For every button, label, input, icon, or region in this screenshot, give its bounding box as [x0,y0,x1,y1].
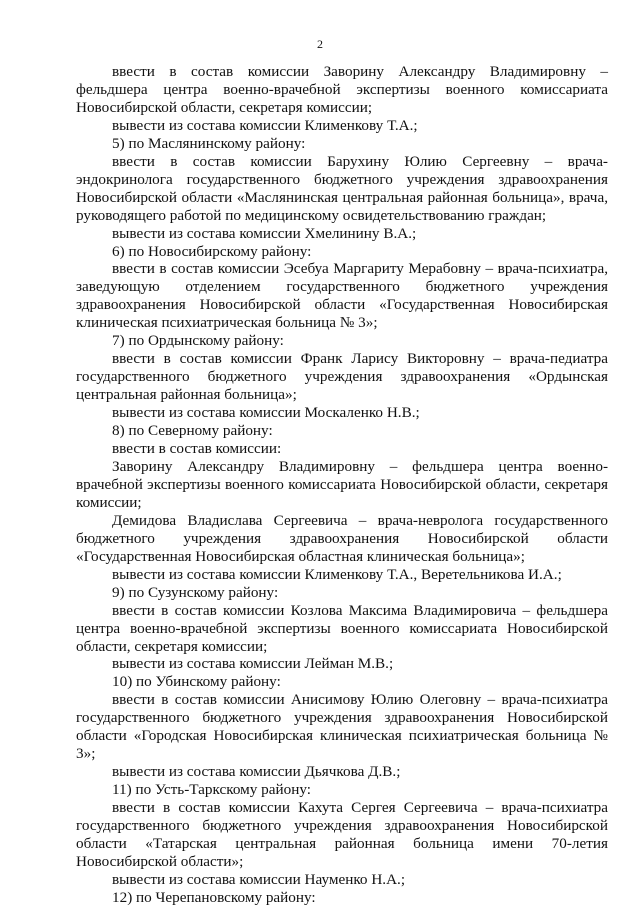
paragraph-4: ввести в состав комиссии Барухину Юлию Сергеевну – врача-эндокринолога государственного бюджетного учреждения здравоохранения Новосибирской области «Маслянинская центральная районная больница», врача, руководящего работой по медицинскому освидетельствованию граждан; [76,152,608,224]
paragraph-18: вывести из состава комиссии Лейман М.В.; [112,655,394,673]
paragraph-12: ввести в состав комиссии: [112,440,282,458]
paragraph-13: Заворину Александру Владимировну – фельдшера центра военно-врачебной экспертизы военного комиссариата Новосибирской области, секретаря комиссии; [76,457,608,511]
paragraph-10: вывести из состава комиссии Москаленко Н.В.; [112,404,420,422]
page-number: 2 [317,37,323,51]
paragraph-8: 7) по Ордынскому району: [112,332,284,350]
paragraph-20: ввести в состав комиссии Анисимову Юлию Олеговну – врача-психиатра государственного бюджетного учреждения здравоохранения Новосибирской области «Городская Новосибирская клиническая психиатрическая больница № 3»; [76,691,608,763]
paragraph-22: 11) по Усть-Таркскому району: [112,781,311,799]
paragraph-19: 10) по Убинскому району: [112,673,281,691]
paragraph-15: вывести из состава комиссии Клименкову Т.А., Веретельникова И.А.; [112,565,562,583]
paragraph-2: вывести из состава комиссии Клименкову Т.А.; [112,116,418,134]
paragraph-14: Демидова Владислава Сергеевича – врача-невролога государственного бюджетного учреждения здравоохранения Новосибирской области «Государственная Новосибирская областная клиническая больница»; [76,511,608,565]
paragraph-7: ввести в состав комиссии Эсебуа Маргариту Мерабовну – врача-психиатра, заведующую отделением государственного бюджетного учреждения здравоохранения Новосибирской области «Государственная Новосибирская клиническая психиатрическая больница № 3»; [76,260,608,332]
paragraph-25: 12) по Черепановскому району: [112,888,316,906]
paragraph-17: ввести в состав комиссии Козлова Максима Владимировича – фельдшера центра военно-врачебной экспертизы военного комиссариата Новосибирской области, секретаря комиссии; [76,601,608,655]
paragraph-11: 8) по Северному району: [112,422,273,440]
paragraph-23: ввести в состав комиссии Кахута Сергея Сергеевича – врача-психиатра государственного бюджетного учреждения здравоохранения Новосибирской области «Татарская центральная районная больница имени 70-летия Новосибирской области»; [76,799,608,870]
paragraph-1: ввести в состав комиссии Заворину Александру Владимировну – фельдшера центра военно-врачебной экспертизы военного комиссариата Новосибирской области, секретаря комиссии; [76,63,608,116]
document-body [76,63,608,907]
paragraph-16: 9) по Сузунскому району: [112,583,279,601]
paragraph-9: ввести в состав комиссии Франк Ларису Викторовну – врача-педиатра государственного бюджетного учреждения здравоохранения «Ордынская центральная районная больница»; [76,350,608,404]
paragraph-5: вывести из состава комиссии Хмелинину В.А.; [112,224,417,242]
paragraph-21: вывести из состава комиссии Дьячкова Д.В.; [112,763,401,781]
paragraph-6: 6) по Новосибирскому району: [112,242,312,260]
paragraph-24: вывести из состава комиссии Науменко Н.А.; [112,870,406,888]
paragraph-3: 5) по Маслянинскому району: [112,134,306,152]
